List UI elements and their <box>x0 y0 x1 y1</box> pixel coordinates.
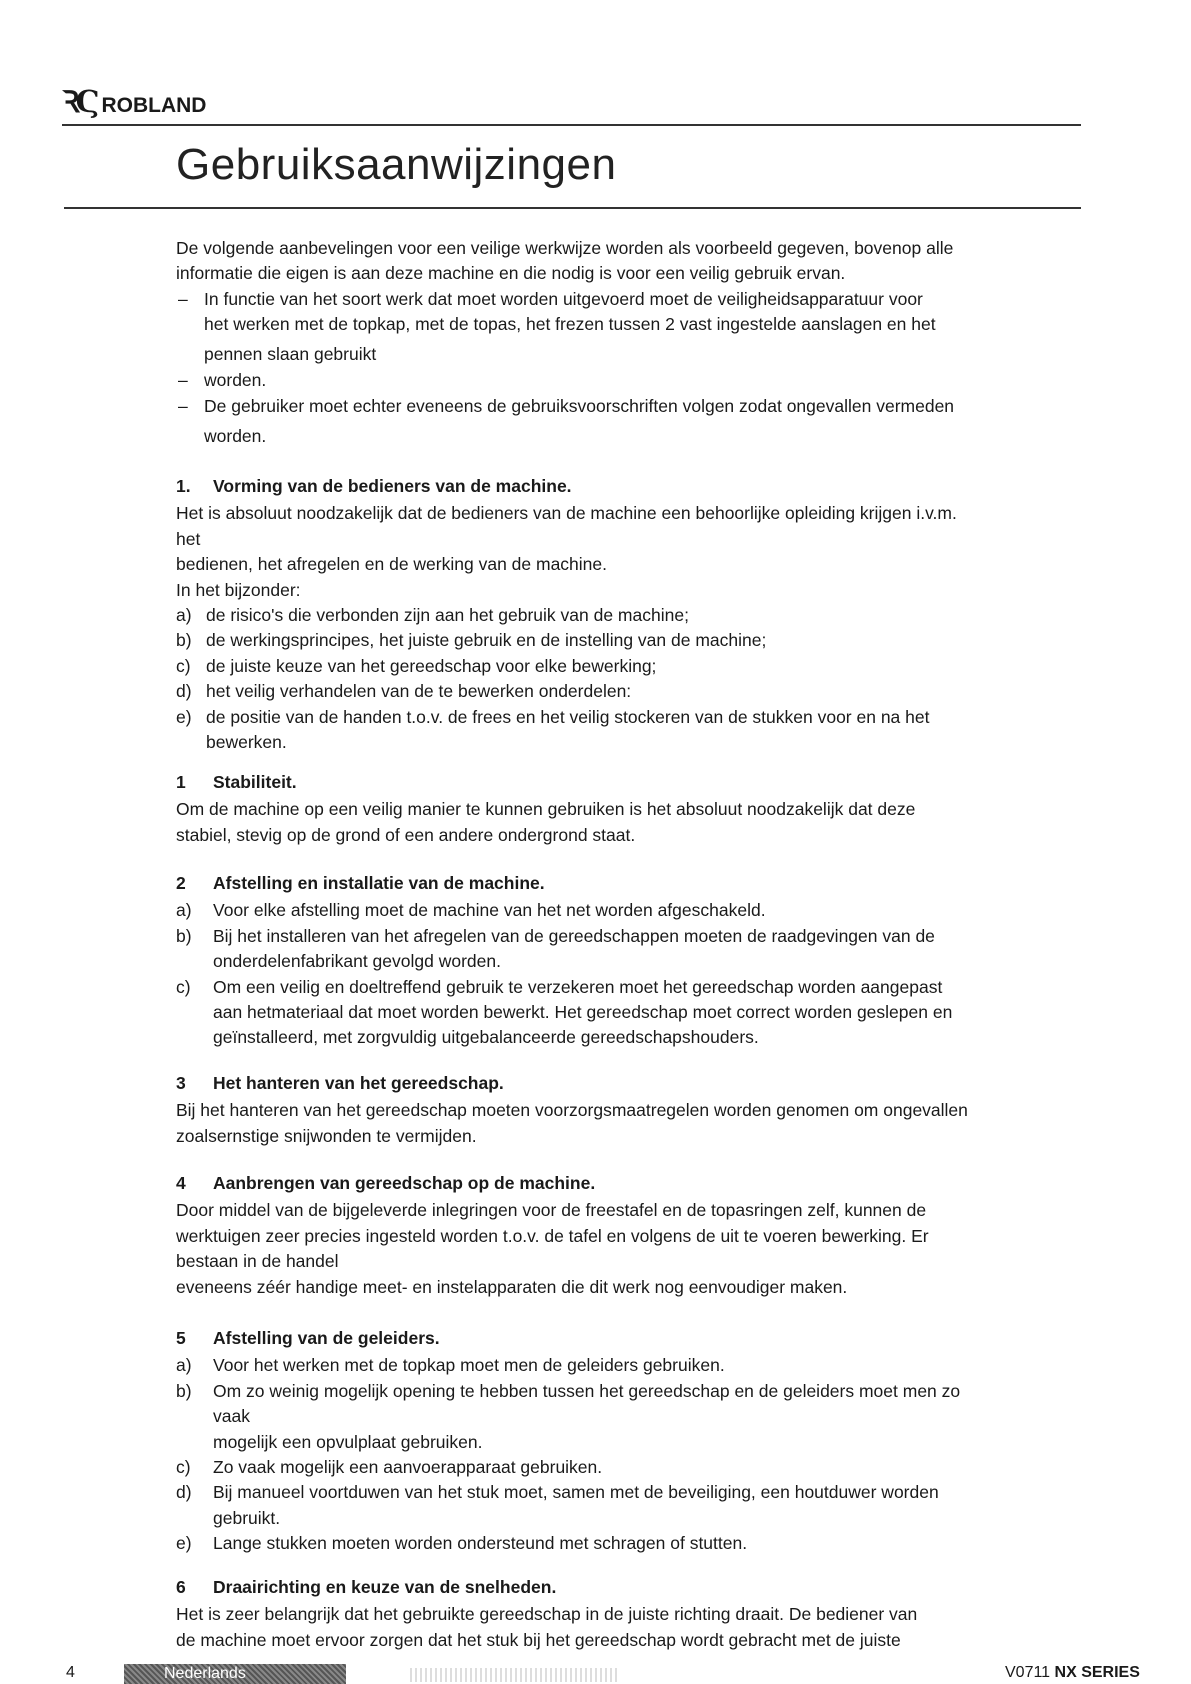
list-item <box>176 898 1096 923</box>
list-line: de werkingsprincipes, het juiste gebruik en de instelling van de machine; <box>206 630 767 651</box>
section-heading <box>176 770 1096 795</box>
bullet-item <box>178 394 1096 449</box>
list-line: aan hetmateriaal dat moet worden bewerkt. Het gereedschap moet correct worden geslepen en <box>213 1002 953 1023</box>
bullet-dash: – <box>178 370 188 391</box>
list-line: onderdelenfabrikant gevolgd worden. <box>213 951 501 972</box>
list-text <box>213 898 766 923</box>
list-item <box>176 1531 1096 1556</box>
language-label: Nederlands <box>124 1664 346 1684</box>
section-line: Om de machine op een veilig manier te kunnen gebruiken is het absoluut noodzakelijk dat deze <box>176 799 916 820</box>
intro-line: De volgende aanbevelingen voor een veilige werkwijze worden als voorbeeld gegeven, bovenop alle <box>176 238 954 258</box>
section-2 <box>176 770 1096 848</box>
list-text <box>213 924 935 975</box>
list-item <box>176 1455 1096 1480</box>
section-number: 6 <box>176 1577 186 1597</box>
bullet-text <box>204 287 936 367</box>
list-line: vaak <box>213 1406 250 1427</box>
list-line: geïnstalleerd, met zorgvuldig uitgebalanceerde gereedschapshouders. <box>213 1027 759 1048</box>
list-text <box>206 679 631 704</box>
list-text <box>206 603 689 628</box>
list-line: Zo vaak mogelijk een aanvoerapparaat gebruiken. <box>213 1457 603 1478</box>
list-label: a) <box>176 900 192 921</box>
list-label: d) <box>176 681 192 702</box>
list-line: bewerken. <box>206 732 287 753</box>
list-line: de positie van de handen t.o.v. de frees en het veilig stockeren van de stukken voor en na het <box>206 706 930 727</box>
section-number: 4 <box>176 1173 186 1193</box>
list-line: gebruikt. <box>213 1507 281 1528</box>
section-3 <box>176 871 1096 1051</box>
section-7 <box>176 1575 1096 1653</box>
section-1 <box>176 474 1096 755</box>
section-heading <box>176 474 1096 499</box>
list-text <box>213 975 952 1051</box>
header-rule <box>62 124 1081 126</box>
list-line: Lange stukken moeten worden ondersteund met schragen of stutten. <box>213 1533 748 1554</box>
list-line: het veilig verhandelen van de te bewerken onderdelen: <box>206 681 632 702</box>
section-number: 1. <box>176 476 191 496</box>
intro-line: informatie die eigen is aan deze machine en die nodig is voor een veilig gebruik ervan. <box>176 263 846 284</box>
list-item <box>176 654 1096 679</box>
section-line: zoalsernstige snijwonden te vermijden. <box>176 1125 477 1146</box>
list-label: b) <box>176 630 192 651</box>
section-line: Door middel van de bijgeleverde inlegringen voor de freestafel en de topasringen zelf, kunnen de <box>176 1200 927 1221</box>
section-heading <box>176 1575 1096 1600</box>
series: NX SERIES <box>1054 1664 1140 1681</box>
section-number: 2 <box>176 873 186 893</box>
section-5 <box>176 1171 1096 1300</box>
bullet-dash: – <box>178 288 188 309</box>
list-item <box>176 603 1096 628</box>
list-text <box>206 654 656 679</box>
section-line: In het bijzonder: <box>176 579 301 600</box>
logo-text: ROBLAND <box>101 94 207 117</box>
scan-noise <box>410 1668 620 1682</box>
list-text <box>213 1455 602 1480</box>
section-line: stabiel, stevig op de grond of een andere ondergrond staat. <box>176 824 636 845</box>
section-line: werktuigen zeer precies ingesteld worden t.o.v. de tafel en volgens de uit te voeren bewerking. Er <box>176 1225 929 1246</box>
list-label: a) <box>176 1355 192 1376</box>
list-label: b) <box>176 1380 192 1401</box>
bullet-line: het werken met de topkap, met de topas, het frezen tussen 2 vast ingestelde aanslagen en het <box>204 314 936 335</box>
list-item <box>176 705 1096 756</box>
section-line: Het is absoluut noodzakelijk dat de bedieners van de machine een behoorlijke opleiding krijgen i.v.m. <box>176 503 957 524</box>
list-item <box>176 628 1096 653</box>
section-number: 3 <box>176 1073 186 1093</box>
title-rule <box>64 207 1081 209</box>
section-line: bedienen, het afregelen en de werking van de machine. <box>176 554 607 575</box>
list-line: Om een veilig en doeltreffend gebruik te verzekeren moet het gereedschap worden aangepast <box>213 976 943 997</box>
list-line: de juiste keuze van het gereedschap voor elke bewerking; <box>206 655 657 676</box>
list-item <box>176 924 1096 975</box>
list-label: d) <box>176 1482 192 1503</box>
section-line: het <box>176 528 201 549</box>
bullet-dash: – <box>178 396 188 417</box>
series-label <box>1005 1664 1140 1682</box>
list-text <box>213 1353 725 1378</box>
bullet-text <box>204 394 954 449</box>
section-title: Aanbrengen van gereedschap op de machine. <box>213 1173 596 1193</box>
section-number: 1 <box>176 772 186 792</box>
list-line: Om zo weinig mogelijk opening te hebben tussen het gereedschap en de geleiders moet men zo <box>213 1380 961 1401</box>
list-label: c) <box>176 655 191 676</box>
list-label: c) <box>176 1457 191 1478</box>
list-item <box>176 679 1096 704</box>
list-text <box>213 1531 747 1556</box>
section-line: bestaan in de handel <box>176 1251 339 1272</box>
section-title: Stabiliteit. <box>213 772 297 792</box>
bullet-line: worden. <box>204 370 267 391</box>
list-line: mogelijk een opvulplaat gebruiken. <box>213 1431 483 1452</box>
list-line: Bij manueel voortduwen van het stuk moet, samen met de beveiliging, een houtduwer worden <box>213 1482 939 1503</box>
section-title: Draairichting en keuze van de snelheden. <box>213 1577 557 1597</box>
section-title: Afstelling en installatie van de machine. <box>213 873 545 893</box>
bullet-line: pennen slaan gebruikt <box>204 343 377 364</box>
section-heading <box>176 1171 1096 1196</box>
list-label: a) <box>176 605 192 626</box>
list-label: b) <box>176 925 192 946</box>
section-heading <box>176 1071 1096 1096</box>
list-line: de risico's die verbonden zijn aan het gebruik van de machine; <box>206 605 689 626</box>
list-line: Voor het werken met de topkap moet men de geleiders gebruiken. <box>213 1355 725 1376</box>
list-label: c) <box>176 976 191 997</box>
section-6 <box>176 1326 1096 1557</box>
section-title: Vorming van de bedieners van de machine. <box>213 476 572 496</box>
section-title: Het hanteren van het gereedschap. <box>213 1073 504 1093</box>
section-4 <box>176 1071 1096 1149</box>
bullet-text <box>204 368 266 393</box>
list-text <box>206 628 766 653</box>
list-item <box>176 1353 1096 1378</box>
list-item <box>176 1379 1096 1455</box>
robland-logo-mark: ꝚϚ <box>62 85 96 120</box>
page-title: Gebruiksaanwijzingen <box>176 140 617 189</box>
robland-logo <box>62 85 207 120</box>
intro <box>176 236 1096 449</box>
section-heading <box>176 871 1096 896</box>
page-number: 4 <box>66 1664 75 1681</box>
bullet-line: In functie van het soort werk dat moet worden uitgevoerd moet de veiligheidsapparatuur voor <box>204 288 923 309</box>
list-label: e) <box>176 1533 192 1554</box>
bullet-line: worden. <box>204 425 267 446</box>
section-number: 5 <box>176 1328 186 1348</box>
section-line: Het is zeer belangrijk dat het gebruikte gereedschap in de juiste richting draait. De bediener van <box>176 1604 918 1625</box>
bullet-item <box>178 287 1096 367</box>
bullet-item <box>178 368 1096 393</box>
section-line: Bij het hanteren van het gereedschap moeten voorzorgsmaatregelen worden genomen om ongevallen <box>176 1100 968 1121</box>
list-line: Voor elke afstelling moet de machine van het net worden afgeschakeld. <box>213 900 766 921</box>
list-line: Bij het installeren van het afregelen van de gereedschappen moeten de raadgevingen van de <box>213 925 935 946</box>
section-heading <box>176 1326 1096 1351</box>
list-text <box>213 1379 960 1455</box>
list-text <box>213 1480 939 1531</box>
list-item <box>176 1480 1096 1531</box>
section-title: Afstelling van de geleiders. <box>213 1328 440 1348</box>
section-line: de machine moet ervoor zorgen dat het stuk bij het gereedschap wordt gebracht met de juiste <box>176 1629 901 1650</box>
list-text <box>206 705 929 756</box>
list-label: e) <box>176 706 192 727</box>
list-item <box>176 975 1096 1051</box>
bullet-line: De gebruiker moet echter eveneens de gebruiksvoorschriften volgen zodat ongevallen vermeden <box>204 396 955 417</box>
version: V0711 <box>1005 1664 1051 1681</box>
section-line: eveneens zéér handige meet- en instelapparaten die dit werk nog eenvoudiger maken. <box>176 1276 848 1297</box>
